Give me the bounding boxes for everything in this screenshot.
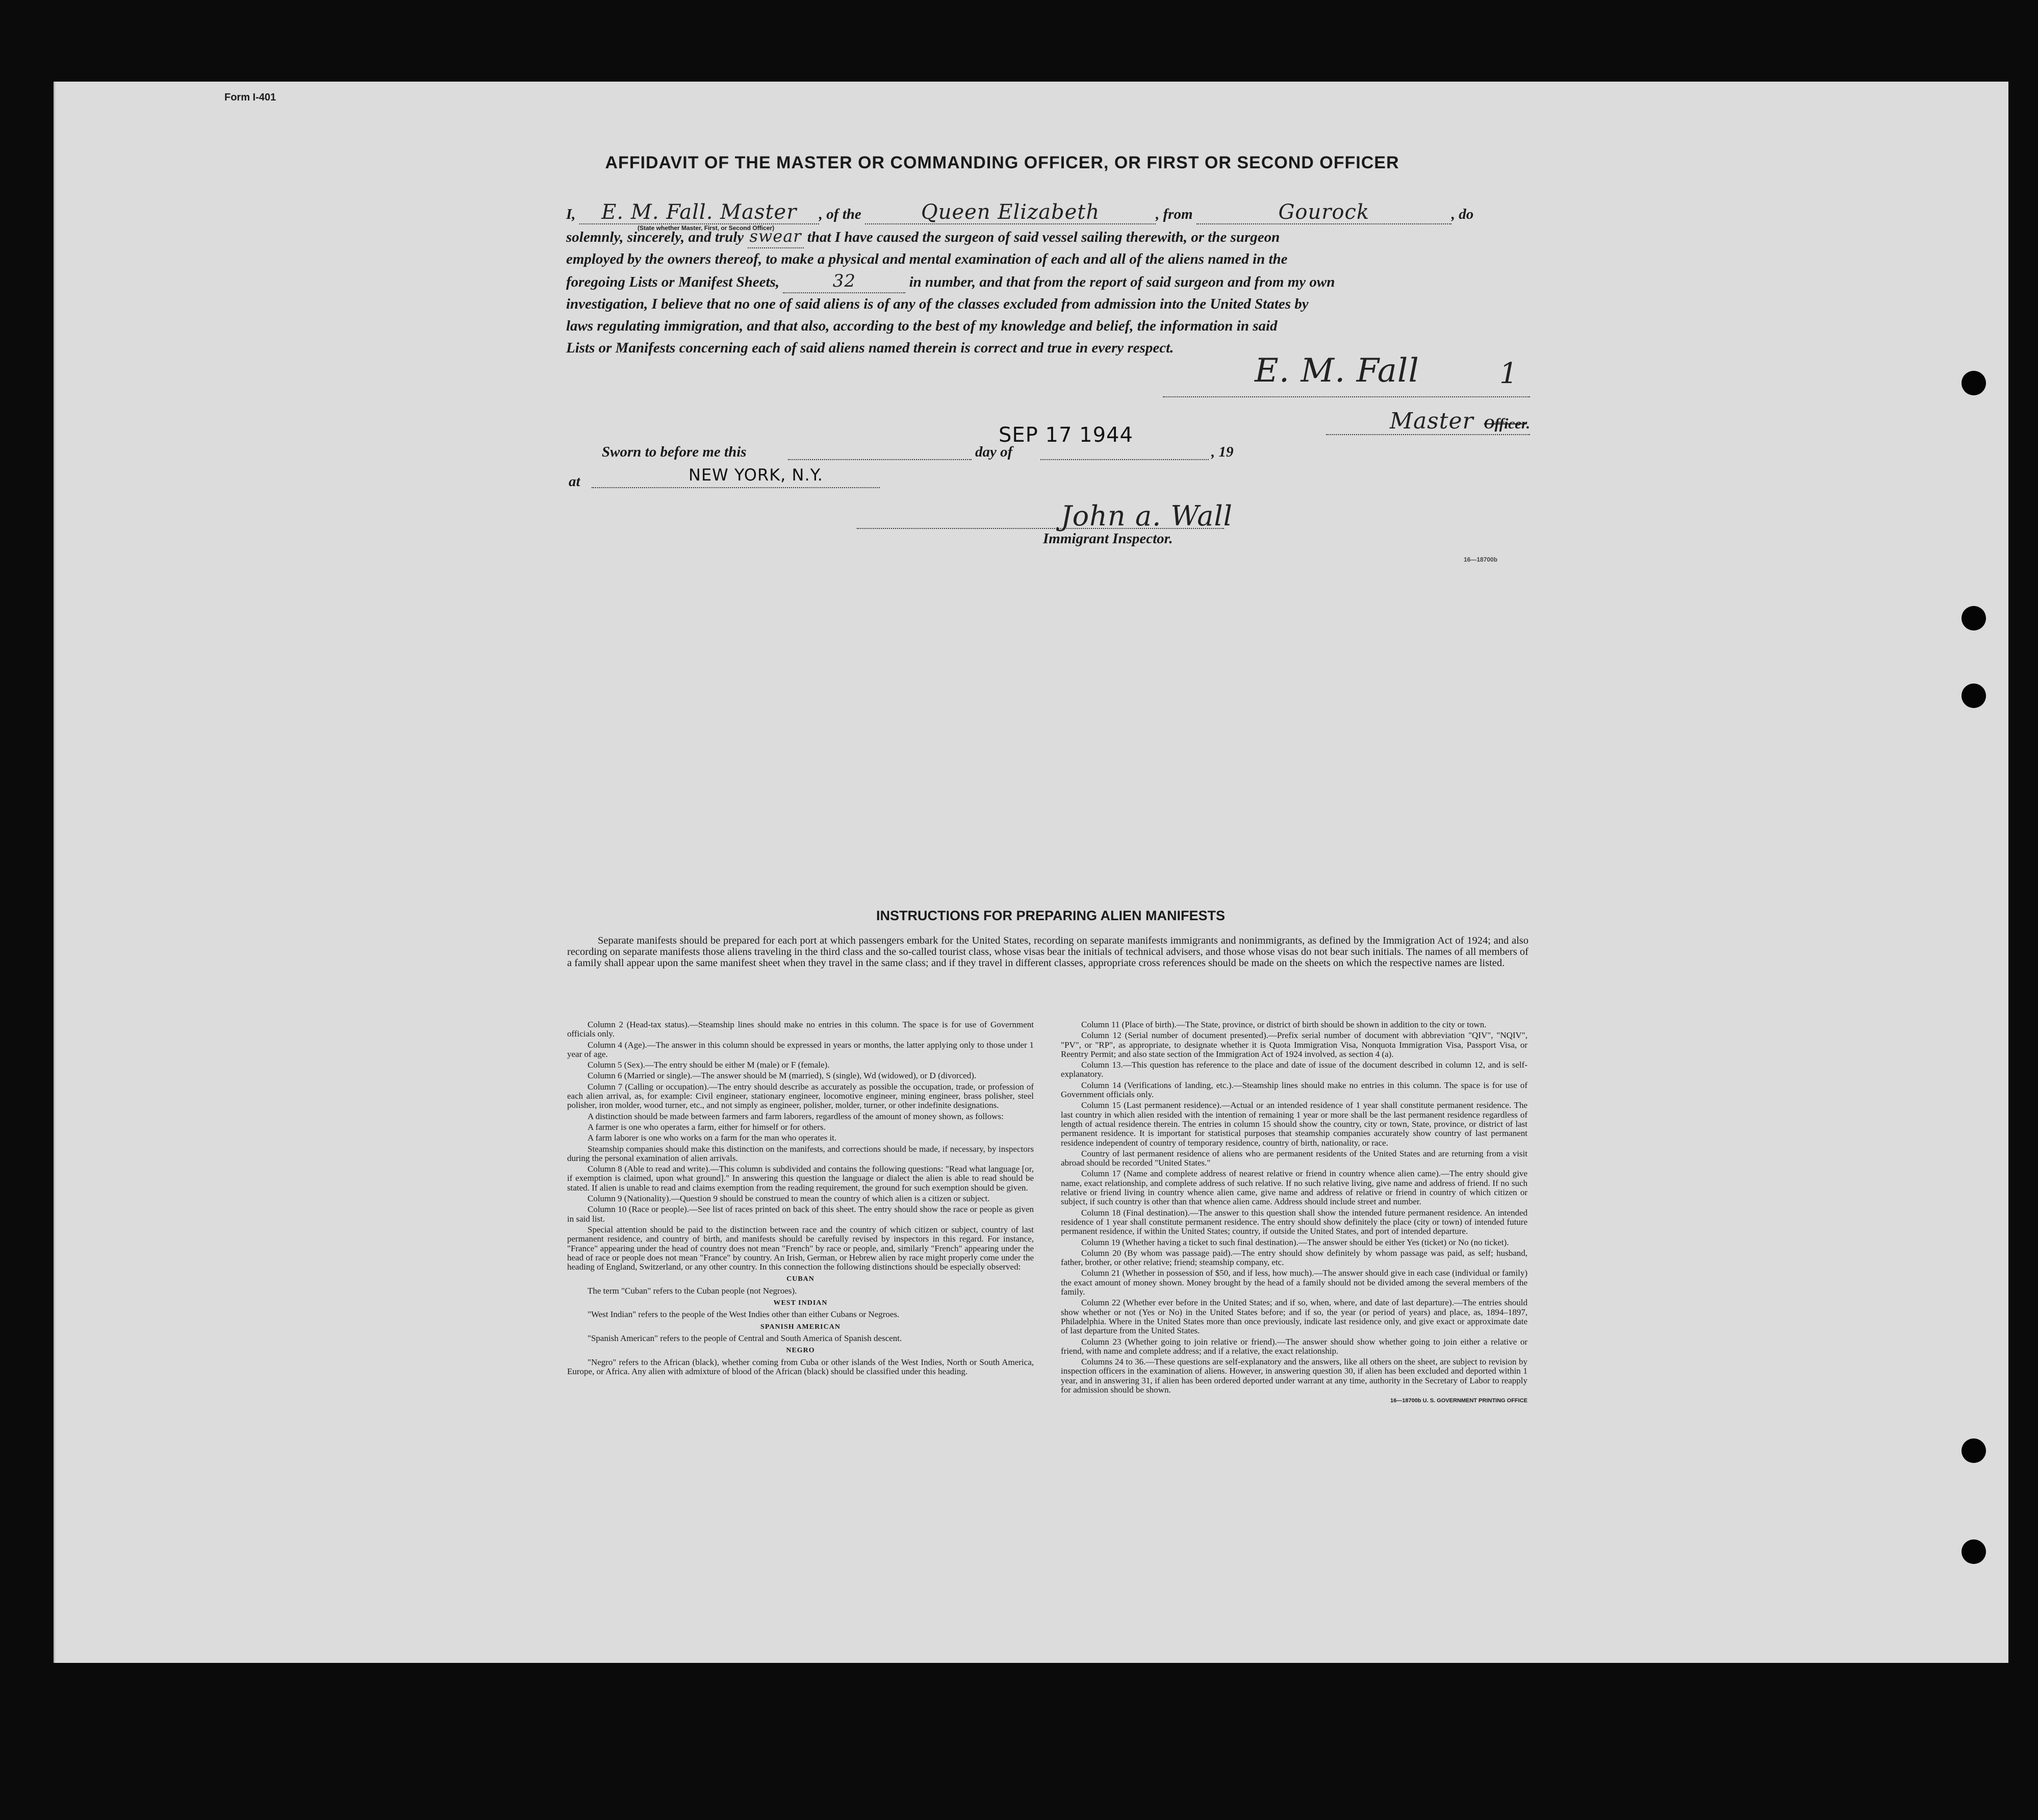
instruction-paragraph: Column 12 (Serial number of document presented).—Prefix serial number of document with abbreviation "QIV", "NQIV", "PV", or "RP", as appropriate, to designate whether it is Quota Immigration Visa, Nonquota Immigration Visa, Passport Visa, or Reentry Permit; and also state section of the Immigration Act of 1924 involved, as section 4 (a). [1061,1030,1527,1059]
instruction-paragraph: Column 11 (Place of birth).—The State, province, or district of birth should be shown in addition to the city or town. [1081,1020,1487,1029]
instructions-left-column [567,1020,1034,1378]
instruction-paragraph: Column 14 (Verifications of landing, etc.).—Steamship lines should make no entries in this column. The space is for use of Government officials only. [1061,1080,1527,1100]
instructions-right-column [1061,1020,1527,1406]
at-label: at [569,473,580,490]
instruction-paragraph: A farm laborer is one who works on a farm for the man who operates it. [588,1133,837,1143]
affidavit-line-4: foregoing Lists or Manifest Sheets, 32 in number, and that from the report of said surgeon and from my own [566,270,1527,293]
instruction-paragraph: Special attention should be paid to the distinction between race and the country of which citizen or subject, country of last permanent residence, and country of birth, and manifests should be carefully revised by inspectors in this regard. For instance, "France" appearing under the head of country does not mean "French" by race or people, and, similarly "French" appearing under the head of race or people does not mean "France" by country. An Irish, German, or Hebrew alien by race might properly come under the heading of England, Switzerland, or any other country. In this connection the following distinctions should be especially observed: [567,1224,1034,1272]
instructions-intro: Separate manifests should be prepared for each port at which passengers embark for the United States, recording on separate manifests immigrants and nonimmigrants, as defined by the Immigration Act of 1924; and also recording on separate manifests those aliens traveling in the third class and the so-called tourist class, whose visas bear the initials of technical advisers, and those whose visas do not bear such initials. The names of all members of a family shall appear upon the same manifest sheet when they travel in the same class; and if they travel in different classes, appropriate cross references should be made on the sheets on which the respective names are listed. [567,935,1528,969]
sworn-day-field [788,459,972,460]
binder-hole [1961,371,1986,395]
instructions-title: INSTRUCTIONS FOR PREPARING ALIEN MANIFESTS [876,908,1226,923]
sheet-count-field: 32 [783,270,905,293]
place-stamp: NEW YORK, N.Y. [689,465,823,485]
instruction-paragraph: "Negro" refers to the African (black), whether coming from Cuba or other islands of the West Indies, North or South America, Europe, or Africa. Any alien with admixture of blood of the African (black) should be classified under this heading. [567,1357,1034,1376]
instruction-paragraph: Column 15 (Last permanent residence).—Actual or an intended residence of 1 year shall constitute permanent residence. The last country in which alien resided with the intention of remaining 1 year or more shall be the last permanent residence regardless of length of actual residence therein. The entries in column 15 should show the country, city or town, State, province, or district of last permanent residence. It is important for statistical purposes that steamship companies accurately show country of last permanent residence independent of country of temporary residence, country of birth, nationality, or race. [1061,1100,1527,1148]
instruction-paragraph: "West Indian" refers to the people of the West Indies other than either Cubans or Negroes. [588,1309,900,1320]
instruction-paragraph: Column 22 (Whether ever before in the United States; and if so, when, where, and date of last departure).—The entries should show whether or not (Yes or No) in the United States before; and if so, the year (or period of years) and place, as, 1894–1897, Philadelphia. Where in the United States more than once previously, indicate last residence only, and give exact or approximate date of last departure from the United States. [1061,1298,1527,1336]
instruction-paragraph: Column 13.—This question has reference to the place and date of issue of the document described in column 12, and is self-explanatory. [1061,1060,1527,1079]
instruction-paragraph: Column 18 (Final destination).—The answer to this question shall show the intended future permanent residence. An intended residence of 1 year shall constitute permanent residence. The entry should show definitely the place (city or town) of intended future permanent residence, if within the United States; country, if outside the United States, and port of intended departure. [1061,1207,1527,1236]
instruction-paragraph: Column 9 (Nationality).—Question 9 should be construed to mean the country of which alien is a citizen or subject. [588,1194,990,1204]
date-field [1040,459,1209,460]
instruction-paragraph: Column 21 (Whether in possession of $50, and if less, how much).—The answer should give in each case (individual or family) the exact amount of money shown. Money brought by the head of a family should not be divided among the several members of the family. [1061,1268,1527,1297]
instruction-paragraph: Column 2 (Head-tax status).—Steamship lines should make no entries in this column. The space is for use of Government officials only. [567,1020,1034,1039]
section-heading: CUBAN [786,1275,814,1283]
departure-port-field: Gourock [1196,201,1451,224]
instruction-paragraph: Column 6 (Married or single).—The answer should be M (married), S (single), Wd (widowed), or D (divorced). [588,1071,977,1081]
master-name-field: E. M. Fall. Master [579,201,819,224]
signature-line [1163,395,1530,397]
instruction-paragraph: A farmer is one who operates a farm, either for himself or for others. [588,1122,826,1132]
rank-field: Master Officer. [1326,408,1530,435]
instruction-paragraph: The term "Cuban" refers to the Cuban people (not Negroes). [588,1285,797,1296]
oath-type-field: swear [748,225,804,248]
rank-note: (State whether Master, First, or Second Officer) [638,224,775,232]
form-reference: 16—18700b [1464,556,1498,563]
instruction-paragraph: Country of last permanent residence of aliens who are permanent residents of the United States and are returning from a visit abroad should be recorded "United States." [1061,1148,1527,1168]
binder-hole [1961,606,1986,630]
instruction-paragraph: Column 8 (Able to read and write).—This column is subdivided and contains the following questions: "Read what language [or, if exemption is claimed, upon what ground]." In answering this question the language or dialect the alien is able to read should be stated. If alien is unable to read and claims exemption from the reading requirement, the ground for such exemption should be given. [567,1164,1034,1193]
instruction-paragraph: "Spanish American" refers to the people of Central and South America of Spanish descent. [588,1333,902,1343]
instruction-paragraph: Column 5 (Sex).—The entry should be either M (male) or F (female). [588,1060,830,1070]
affidavit-line-2: solemnly, sincerely, and truly swear that I have caused the surgeon of said vessel sailing therewith, or the surgeon [566,225,1527,248]
instruction-paragraph: Steamship companies should make this distinction on the manifests, and corrections should be made, if necessary, by inspectors during the personal examination of alien arrivals. [567,1144,1034,1163]
form-number: Form I-401 [224,92,276,103]
affidavit-line-1: I, E. M. Fall. Master , of the Queen Elizabeth , from Gourock , do [566,200,1474,224]
instruction-paragraph: Column 4 (Age).—The answer in this column should be expressed in years or months, the latter applying only to those under 1 year of age. [567,1040,1034,1059]
affidavit-line-3: employed by the owners thereof, to make a physical and mental examination of each and all of the aliens named in the [566,251,1288,267]
printing-office-footer: 16—18700b U. S. GOVERNMENT PRINTING OFFICE [1390,1398,1527,1404]
master-signature: E. M. Fall [1255,352,1419,390]
binder-hole [1961,684,1986,708]
day-of-label: day of [975,444,1013,460]
binder-hole [1961,1438,1986,1463]
affidavit-title: AFFIDAVIT OF THE MASTER OR COMMANDING OFFICER, OR FIRST OR SECOND OFFICER [605,153,1399,172]
section-heading: NEGRO [786,1347,815,1355]
instruction-paragraph: Column 20 (By whom was passage paid).—The entry should show definitely by whom passage was paid, as self; husband, father, brother, or other relative; friend; steamship company, etc. [1061,1248,1527,1268]
inspector-signature: John a. Wall [1061,500,1233,532]
binder-hole [1961,1539,1986,1564]
affidavit-line-6: laws regulating immigration, and that also, according to the best of my knowledge and belief, the information in said [566,318,1278,334]
signature-mark: 1 [1499,357,1518,390]
instruction-paragraph: A distinction should be made between farmers and farm laborers, regardless of the amount of money shown, as follows: [588,1111,1004,1121]
section-heading: WEST INDIAN [773,1299,828,1307]
vessel-name-field: Queen Elizabeth [865,201,1156,224]
inspector-title: Immigrant Inspector. [1043,530,1173,547]
instruction-paragraph: Column 19 (Whether having a ticket to such final destination).—The answer should be either Yes (ticket) or No (no ticket). [1081,1237,1509,1247]
instruction-paragraph: Columns 24 to 36.—These questions are self-explanatory and the answers, like all others on the sheet, are subject to revision by inspection officers in the examination of aliens. However, in answering question 30, if alien has been excluded and deported within 1 year, and in answering 31, if alien has been ordered deported under warrant at any time, authority in the Secretary of Labor to reapply for admission should be shown. [1061,1357,1527,1395]
instruction-paragraph: Column 7 (Calling or occupation).—The entry should describe as accurately as possible the occupation, trade, or profession of each alien arrival, as, for example: Civil engineer, stationary engineer, locomotive engineer, mining engineer, brass polisher, steel polisher, iron molder, wood turner, etc., and not simply as engineer, polisher, molder, turner, or other indefinite designations. [567,1081,1034,1110]
instruction-paragraph: Column 17 (Name and complete address of nearest relative or friend in country whence alien came).—The entry should give name, exact relationship, and complete address of such relative. If no such relative living, give name and address of friend. If no such relative or friend living in country whence alien came, give name and address of relative or friend in country of which citizen or subject, if such country is other than that whence alien came. Address should include street and number. [1061,1169,1527,1207]
section-heading: SPANISH AMERICAN [760,1323,840,1331]
officer-struck: Officer [1484,416,1526,432]
date-stamp: SEP 17 1944 [999,423,1133,447]
place-field [592,487,880,488]
instruction-paragraph: Column 23 (Whether going to join relative or friend).—The answer should show whether going to join either a relative or friend, with name and complete address; and if a relative, the exact relationship. [1061,1336,1527,1356]
affidavit-line-5: investigation, I believe that no one of said aliens is of any of the classes excluded from admission into the United States by [566,296,1309,312]
affidavit-line-7: Lists or Manifests concerning each of said aliens named therein is correct and true in every respect. [566,340,1174,356]
sworn-label: Sworn to before me this [602,444,747,460]
instruction-paragraph: Column 10 (Race or people).—See list of races printed on back of this sheet. The entry should show the race or people as given in said list. [567,1204,1034,1224]
year-prefix: , 19 [1211,444,1234,460]
rank-handwritten: Master [1389,408,1474,434]
